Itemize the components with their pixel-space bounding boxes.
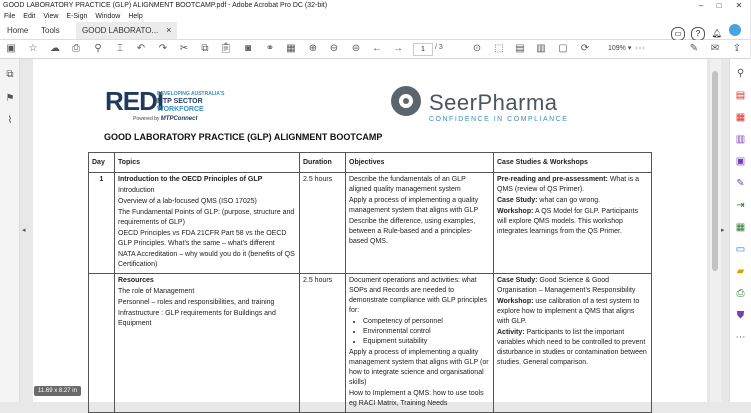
header-duration: Duration	[300, 153, 346, 173]
export-excel-icon[interactable]: ▦	[735, 222, 746, 233]
zoom-level[interactable]: 109% ▾	[608, 45, 632, 52]
sign-pen-icon[interactable]: ✎	[689, 43, 699, 54]
undo-icon[interactable]: ↶	[136, 43, 146, 54]
menu-file[interactable]: File	[4, 13, 16, 20]
redi-line2: MTP SECTOR	[157, 98, 203, 105]
row2-case	[497, 328, 648, 368]
edit-pdf-icon[interactable]: ▣	[735, 156, 746, 167]
compress-icon[interactable]: ▭	[735, 244, 746, 255]
case-label: Workshop:	[497, 298, 534, 305]
next-view-icon[interactable]: →	[393, 43, 403, 54]
bullet-item: • Competency of personnel	[363, 317, 490, 327]
more-tools-icon[interactable]: ⋯	[635, 43, 645, 54]
row1-case	[497, 196, 648, 206]
toolbar	[0, 40, 750, 59]
collapse-left-arrow-icon[interactable]: ◂	[22, 227, 26, 234]
case-text: What is a QMS (review of QS Primer).	[497, 176, 639, 193]
document-page	[33, 59, 707, 407]
page-down-icon[interactable]: ⊖	[329, 43, 339, 54]
row1-duration: 2.5 hours	[300, 173, 346, 274]
close-window-button[interactable]: ✕	[735, 1, 743, 10]
case-label: Case Study:	[497, 197, 538, 204]
redi-line3: WORKFORCE	[157, 106, 204, 113]
page-number-input[interactable]: 1	[413, 43, 433, 56]
row2-objectives	[346, 274, 494, 413]
row1-day: 1	[89, 173, 115, 274]
organize-pages-icon[interactable]: ▥	[735, 134, 746, 145]
table-row	[89, 173, 652, 274]
right-tools-pane	[729, 59, 751, 402]
seerpharma-name: SeerPharma	[429, 90, 558, 115]
account-avatar[interactable]	[729, 24, 741, 36]
row1-objective: Describe the difference, using examples, between a Rule-based and a principles-based QMS.	[349, 218, 476, 245]
row2-topic: The role of Management	[118, 288, 195, 295]
maximize-button[interactable]: □	[716, 1, 722, 10]
case-text: use calibration of a test system to explore how to implement a QMS that aligns with GLP.	[497, 298, 640, 325]
cut-icon[interactable]: ✂	[179, 43, 189, 54]
page-size-badge: 11.69 x 8.27 in	[34, 386, 81, 396]
read-mode-icon[interactable]: ▤	[515, 43, 525, 54]
comment-icon[interactable]: ▰	[736, 266, 745, 277]
case-label: Pre-reading and pre-assessment:	[497, 176, 608, 183]
menu-view[interactable]: View	[43, 13, 59, 20]
row1-case	[497, 207, 648, 237]
tab-document[interactable]	[76, 22, 177, 39]
case-text: what can go wrong.	[537, 197, 601, 204]
rotate-icon[interactable]: ⟳	[580, 43, 590, 54]
bullet-item: • Environmental control	[363, 327, 490, 337]
first-page-icon[interactable]: ⊜	[351, 43, 361, 54]
tab-home[interactable]: Home	[7, 26, 29, 35]
row1-objective: Describe the fundamentals of an GLP aligned quality management system	[349, 176, 466, 193]
seerpharma-eye-logo-icon	[391, 86, 421, 116]
share-icon[interactable]: ⇪	[732, 43, 742, 54]
email-icon[interactable]: ✉	[710, 43, 720, 54]
header-case-studies: Case Studies & Workshops	[494, 153, 652, 173]
previous-view-icon[interactable]: ←	[372, 43, 382, 54]
menu-help[interactable]: Help	[128, 13, 143, 20]
help-icon[interactable]: ?	[691, 27, 705, 41]
row1-cases	[494, 173, 652, 274]
zoom-marquee-icon[interactable]: ⬚	[494, 43, 504, 54]
bullet-item: • Equipment suitability	[363, 337, 490, 347]
case-text: Good Science & Good Organisation – Management’s Responsibility	[497, 277, 636, 294]
row2-objective: Apply a process of implementing a quality management system that aligns with GLP (or how to integrate science and organisational skills)	[349, 349, 489, 386]
row1-topic: OECD Principles vs FDA 21CFR Part 58 vs the OECD GLP Principles. What’s the same – what’s different	[118, 230, 287, 247]
paste-icon[interactable]: 📋︎	[219, 43, 233, 54]
row2-objective-intro: Document operations and activities: what SOPs and Records are needed to demonstrate compliance with GLP principles for:	[349, 277, 487, 314]
redi-brand: MTPConnect	[160, 116, 198, 122]
row1-topics	[115, 173, 300, 274]
row2-case	[497, 297, 648, 327]
attachments-icon[interactable]: ⌇	[7, 115, 13, 126]
row1-topic-heading: Introduction to the OECD Principles of GLP	[118, 176, 263, 183]
row1-topic: Introduction	[118, 187, 155, 194]
combine-files-icon[interactable]: ▦	[735, 112, 746, 123]
fit-page-icon[interactable]: ▢	[558, 43, 568, 54]
title-bar	[0, 0, 750, 12]
row2-case	[497, 276, 648, 296]
page-thumbnails-icon[interactable]: ⧉	[6, 69, 14, 80]
zoom-search-icon[interactable]: ⚲	[736, 68, 745, 79]
tab-tools[interactable]: Tools	[41, 26, 60, 35]
redo-icon[interactable]: ↷	[158, 43, 168, 54]
row1-objectives	[346, 173, 494, 274]
row2-topic: Personnel – roles and responsibilities, and training	[118, 299, 275, 306]
row1-objective: Apply a process of implementing a quality management system that aligns with GLP	[349, 197, 479, 214]
zoom-in-icon[interactable]: ⊙	[472, 43, 482, 54]
protect-icon[interactable]: ⛊	[736, 310, 745, 321]
table-row	[89, 274, 652, 413]
print-icon[interactable]: ⎙	[72, 43, 80, 54]
menu-edit[interactable]: Edit	[23, 13, 36, 20]
snapshot-icon[interactable]: ◙	[244, 43, 252, 54]
fill-sign-icon[interactable]: ✎	[736, 178, 745, 189]
page-total: / 3	[435, 44, 443, 51]
table-header-row	[89, 153, 652, 173]
tab-document-label: GOOD LABORATO...	[82, 26, 159, 35]
zoom-value: 109%	[608, 45, 626, 52]
redi-powered-label: Powered by	[133, 116, 160, 122]
page-display-icon[interactable]: ▥	[536, 43, 546, 54]
menu-esign[interactable]: E-Sign	[66, 13, 88, 20]
redi-logo-text: REDI	[105, 86, 164, 116]
row2-topic: Infrastructure : GLP requirements for Buildings and Equipment	[118, 310, 276, 327]
case-label: Workshop:	[497, 208, 534, 215]
header-icons	[665, 24, 741, 41]
row1-topic: Overview of a lab-focused QMS (ISO 17025)	[118, 198, 257, 205]
copy-icon[interactable]: ⧉	[201, 43, 209, 54]
chat-icon[interactable]: ▭	[671, 27, 685, 41]
row1-topic: NATA Accreditation – why would you do it (benefits of QS Certification)	[118, 251, 295, 268]
document-title: GOOD LABORATORY PRACTICE (GLP) ALIGNMENT BOOTCAMP	[104, 132, 383, 142]
row2-day	[89, 274, 115, 413]
find-binoculars-icon[interactable]: ⚭	[265, 43, 275, 54]
tab-close-icon[interactable]: ×	[166, 25, 172, 35]
row2-topics	[115, 274, 300, 413]
create-pdf-icon[interactable]: ▤	[735, 90, 746, 101]
collapse-right-arrow-icon[interactable]: ▸	[721, 227, 725, 234]
case-label: Case Study:	[497, 277, 538, 284]
header-day: Day	[89, 153, 115, 173]
redi-powered-by	[133, 116, 197, 122]
minimize-button[interactable]: –	[698, 1, 704, 10]
case-text: A QS Model for GLP. Participants will explore QMS models. This workshop integrates learnings from the QS Primer.	[497, 208, 638, 235]
print-production-icon[interactable]: ⎙	[736, 288, 745, 299]
left-navigation-rail	[0, 59, 20, 402]
scrollbar-thumb[interactable]	[712, 71, 718, 271]
header-objectives: Objectives	[346, 153, 494, 173]
more-pane-tools-icon[interactable]: ⋯	[735, 332, 746, 343]
row2-cases	[494, 274, 652, 413]
course-table	[88, 152, 652, 413]
page-up-icon[interactable]: ⊕	[308, 43, 318, 54]
seerpharma-tagline: CONFIDENCE IN COMPLIANCE	[429, 116, 569, 123]
select-text-icon[interactable]: ⌶	[117, 43, 123, 54]
case-text: Participants to list the important variables which need to be controlled to prevent disturbance in studies or contamination between studies. General comparison.	[497, 329, 647, 366]
search-icon[interactable]: ⚲	[94, 43, 102, 54]
export-pdf-icon[interactable]: ⇥	[736, 200, 745, 211]
menu-bar	[0, 12, 750, 22]
row2-objective-bullets	[349, 317, 490, 347]
row2-objective: How to Implement a QMS: how to use tools eg RACI Matrix, Training Needs	[349, 390, 484, 407]
save-icon[interactable]: ▣	[6, 43, 16, 54]
row2-duration: 2.5 hours	[300, 274, 346, 413]
menu-window[interactable]: Window	[95, 13, 121, 20]
bell-icon[interactable]: 🔔︎	[711, 29, 723, 38]
bookmarks-icon[interactable]: ⚑	[5, 93, 15, 104]
upload-icon[interactable]: ☁	[50, 43, 60, 54]
row1-case	[497, 175, 648, 195]
tab-bar	[0, 22, 750, 40]
redi-logo-subtitle	[157, 90, 224, 114]
row2-topic-heading: Resources	[118, 277, 154, 284]
vertical-scrollbar[interactable]	[710, 59, 721, 402]
header-topics: Topics	[115, 153, 300, 173]
redi-line1: DEVELOPING AUSTRALIA'S	[157, 91, 225, 97]
hand-tool-icon[interactable]: ▦	[286, 43, 296, 54]
bookmark-star-icon[interactable]: ☆	[28, 43, 38, 54]
row1-topic: The Fundamental Points of GLP: (purpose, structure and requirements of GLP)	[118, 209, 295, 226]
case-label: Activity:	[497, 329, 525, 336]
window-title: GOOD LABORATORY PRACTICE (GLP) ALIGNMENT BOOTCAMP.pdf - Adobe Acrobat Pro DC (32-bit)	[3, 2, 328, 9]
